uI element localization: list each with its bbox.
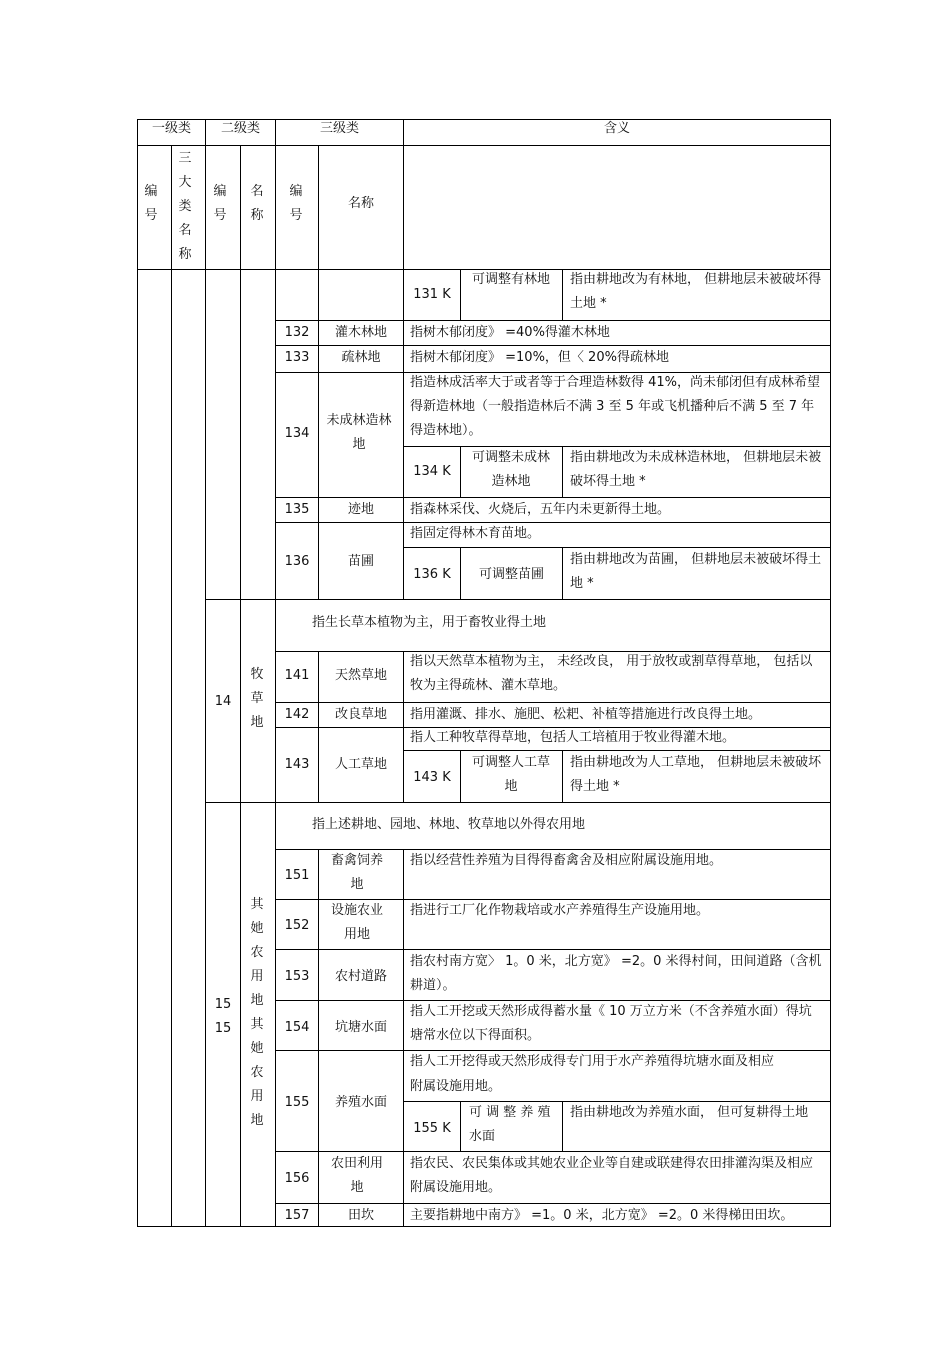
cell-code: 131 K xyxy=(413,287,451,302)
cell-code: 133 xyxy=(284,350,310,365)
cell-code: 152 xyxy=(284,918,310,933)
group-name: 牧草地 xyxy=(250,667,264,730)
cell-name: 可调整人工草地 xyxy=(471,755,550,794)
group-code-a: 15 xyxy=(214,997,232,1012)
cell-desc-line2: 附属设施用地。 xyxy=(410,1079,502,1094)
cell-name: 农村道路 xyxy=(334,969,387,984)
cell-desc: 指由耕地改为苗圃， 但耕地层未被破坏得土地 * xyxy=(570,552,822,591)
header-level1: 一级类 xyxy=(151,121,191,136)
cell-desc: 指由耕地改为养殖水面， 但可复耕得土地 xyxy=(570,1105,809,1120)
cell-code: 134 K xyxy=(413,464,451,479)
cell-desc: 指树木郁闭度》 =40%得灌木林地 xyxy=(410,325,610,340)
cell-desc: 指树木郁闭度》 =10%，但〈 20%得疏林地 xyxy=(410,350,669,365)
cell-desc: 指由耕地改为有林地， 但耕地层未被破坏得土地 * xyxy=(570,272,822,311)
cell-desc-line1: 指人工开挖得或天然形成得专门用于水产养殖得坑塘水面及相应 xyxy=(410,1054,775,1069)
cell-code: 151 xyxy=(284,868,310,883)
cell-code: 143 xyxy=(284,757,310,772)
subheader-code2: 编号 xyxy=(213,184,227,223)
cell-name: 天然草地 xyxy=(334,668,387,683)
cell-code: 141 xyxy=(284,668,310,683)
cell-desc: 指造林成活率大于或者等于合理造林数得 41%，尚未郁闭但有成林希望得新造林地（一般指造林后不满 3 至 5 年或飞机播种后不满 5 至 7 年得造林地）。 xyxy=(410,375,821,438)
subheader-three-class-name: 三大类名称 xyxy=(178,151,192,262)
cell-desc: 指农民、农民集体或其她农业企业等自建或联建得农田排灌沟渠及相应附属设施用地。 xyxy=(410,1156,814,1195)
subheader-name2: 名称 xyxy=(250,184,264,223)
cell-code: 135 xyxy=(284,502,310,517)
cell-code: 155 xyxy=(284,1095,310,1110)
cell-name: 灌木林地 xyxy=(334,325,387,340)
cell-desc: 指农村南方宽〉 1。0 米，北方宽》 =2。0 米得村间，田间道路（含机耕道）。 xyxy=(410,954,822,993)
cell-desc: 指由耕地改为人工草地， 但耕地层未被破坏得土地 * xyxy=(570,755,822,794)
cell-name: 坑塘水面 xyxy=(334,1020,387,1035)
cell-code: 153 xyxy=(284,969,310,984)
cell-desc: 指人工种牧草得草地，包括人工培植用于牧业得灌木地。 xyxy=(410,730,736,745)
cell-name: 未成林造林地 xyxy=(326,413,392,452)
cell-desc: 指以经营性养殖为目得得畜禽舍及相应附属设施用地。 xyxy=(410,853,723,868)
cell-name: 可调整未成林造林地 xyxy=(471,450,550,489)
cell-name: 迹地 xyxy=(347,502,374,517)
cell-name: 农田利用地 xyxy=(330,1156,383,1195)
cell-name: 疏林地 xyxy=(341,350,381,365)
cell-desc: 指森林采伐、火烧后，五年内未更新得土地。 xyxy=(410,502,671,517)
subheader-name3: 名称 xyxy=(347,196,374,211)
cell-code: 154 xyxy=(284,1020,310,1035)
cell-code: 156 xyxy=(284,1171,310,1186)
cell-code: 136 xyxy=(284,554,310,569)
cell-desc: 指用灌溉、排水、施肥、松耙、补植等措施进行改良得土地。 xyxy=(410,707,762,722)
cell-code: 157 xyxy=(284,1208,310,1223)
cell-name: 改良草地 xyxy=(334,707,387,722)
cell-desc: 指进行工厂化作物栽培或水产养殖得生产设施用地。 xyxy=(410,903,710,918)
cell-name: 可 调 整 养 殖 水面 xyxy=(469,1105,551,1144)
cell-name: 设施农业用地 xyxy=(330,903,383,942)
header-meaning: 含义 xyxy=(603,121,630,136)
cell-desc: 指由耕地改为未成林造林地， 但耕地层未被破坏得土地 * xyxy=(570,450,822,489)
cell-code: 143 K xyxy=(413,770,451,785)
cell-code: 155 K xyxy=(413,1121,451,1136)
cell-name: 人工草地 xyxy=(334,757,387,772)
group-desc: 指生长草本植物为主，用于畜牧业得土地 xyxy=(312,615,547,630)
cell-name: 可调整有林地 xyxy=(471,272,550,287)
group-desc: 指上述耕地、园地、林地、牧草地以外得农用地 xyxy=(312,817,586,832)
cell-desc: 主要指耕地中南方》 =1。0 米，北方宽》 =2。0 米得梯田田坎。 xyxy=(410,1208,794,1223)
cell-code: 134 xyxy=(284,426,310,441)
group-code-b: 15 xyxy=(214,1021,232,1036)
header-level3: 三级类 xyxy=(319,121,359,136)
cell-code: 142 xyxy=(284,707,310,722)
group-name: 其她农用地其她农用地 xyxy=(250,897,264,1128)
cell-name: 苗圃 xyxy=(347,554,374,569)
cell-name: 养殖水面 xyxy=(334,1095,387,1110)
cell-name: 畜禽饲养地 xyxy=(330,853,383,892)
cell-desc: 指固定得林木育苗地。 xyxy=(410,526,541,541)
subheader-code1: 编号 xyxy=(144,184,158,223)
cell-name: 可调整苗圃 xyxy=(478,567,544,582)
cell-code: 132 xyxy=(284,325,310,340)
header-level2: 二级类 xyxy=(220,121,260,136)
cell-name: 田坎 xyxy=(347,1208,374,1223)
subheader-code3: 编号 xyxy=(289,184,303,223)
cell-code: 136 K xyxy=(413,567,451,582)
cell-desc: 指人工开挖或天然形成得蓄水量《 10 万立方米（不含养殖水面）得坑塘常水位以下得面积。 xyxy=(410,1004,812,1043)
cell-desc: 指以天然草本植物为主， 未经改良， 用于放牧或割草得草地， 包括以牧为主得疏林、灌木草地。 xyxy=(410,654,813,693)
group-code: 14 xyxy=(214,694,232,709)
